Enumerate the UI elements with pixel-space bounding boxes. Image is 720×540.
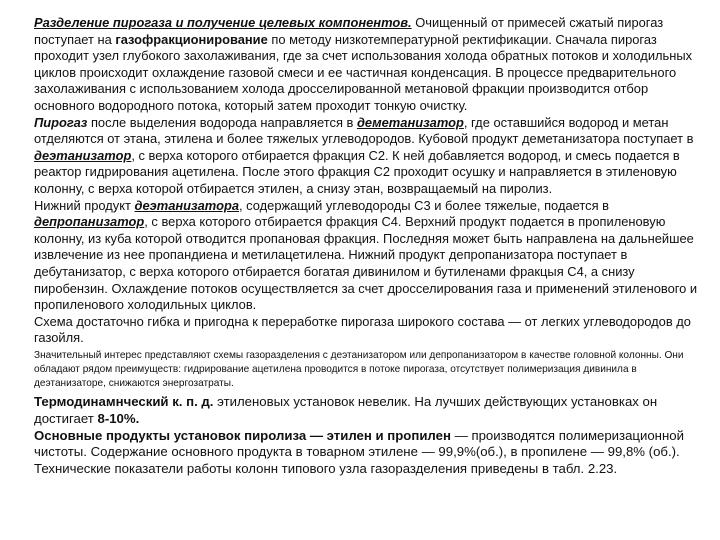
paragraph-text: после выделения водорода направляется в xyxy=(87,114,357,130)
paragraph-text: , содержащий углеводороды С3 и более тяжелые, подается в xyxy=(239,197,609,213)
paragraph-text: Очищенный от примесей сжатый пирогаз поступает на xyxy=(34,15,664,47)
paragraph-text: , с верха которого отбирается фракция С2. К ней добавляется водород, и смесь подается в реактор гидрирования ацетилена. После этого фракция С2 проходит осушку и направляется в этиленовую колонну, с верха которой отбирается этилен, а снизу этан, возвращаемый на пиролиз. xyxy=(34,147,680,196)
term-thermodynamic-efficiency: Термодинамнческий к. п. д. xyxy=(34,393,214,409)
term-demethanizer: деметанизатор xyxy=(356,114,464,130)
document-page xyxy=(34,15,698,478)
paragraph-scheme: Схема достаточно гибка и пригодна к переработке пирогаза широкого состава — от легких углеводородов до газойля. xyxy=(34,313,691,346)
paragraph-pyrogas xyxy=(34,115,698,198)
paragraph-text: этиленовых установок невелик. На лучших действующих установках он достигает xyxy=(34,393,658,426)
term-main-products: Основные продукты установок пиролиза — этилен и пропилен xyxy=(34,427,451,443)
paragraph-text: по методу низкотемпературной ректификации. Сначала пирогаз проходит узел глубокого захолаживания, где за счет использования холода обратных потоков и холодильных циклов происходит охлаждение газовой смеси и ее частичная конденсация. В процессе предварительного захолаживания с использованием холода дросселированной метановой фракции производится отбор основного водородного потока, который затем проходит тонкую очистку. xyxy=(34,31,693,113)
term-depropanizer: депропанизатор xyxy=(34,214,145,230)
paragraph-text: , с верха которого отбирается фракция С4. Верхний продукт подается в пропиленовую колонну, из куба которой отводится пропановая фракция. Последняя может быть направлена на дальнейшее извлечение из нее пропандиена и метилацетилена. Нижний продукт депропанизатора поступает в дебутанизатор, с верха которого отбирается богатая дивинилом и бутиленами фракцыя С4, а снизу пиробензин. Охлаждение потоков осуществляется за счет дросселирования газа и применений этиленового и пропиленового холодильных циклов. xyxy=(34,214,698,313)
paragraph-gas-separation xyxy=(34,15,698,115)
paragraph-text: — производятся полимеризационной чистоты. Содержание основного продукта в товарном этилене — 99,9%(об.), в пропилене — 99,8% (об.). Технические показатели работы колонн типового узла газоразделения приведены в табл. 2.23. xyxy=(34,427,684,477)
efficiency-value: 8-10%. xyxy=(97,410,140,426)
paragraph-text: , где оставшийся водород и метан отделяются от этана, этилена и более тяжелых углеводородов. Кубовой продукт деметанизатора поступает в xyxy=(34,114,694,147)
term-deethanizer: деэтанизатор xyxy=(34,147,132,163)
term-pyrogas: Пирогаз xyxy=(34,114,88,130)
term-gas-separation: Разделение пирогаза и получение целевых компонентов. xyxy=(34,15,412,30)
paragraph-text: Нижний продукт xyxy=(34,197,135,213)
paragraph-efficiency xyxy=(34,394,698,479)
term-deethanizer-2: деэтанизатора xyxy=(134,197,240,213)
paragraph-bottom-product xyxy=(34,198,698,314)
term-gas-fractionation: газофракционирование xyxy=(115,31,268,47)
paragraph-note: Значительный интерес представляют схемы газоразделения с деэтанизатором или депропанизатором в качестве головной колонны. Они обладают рядом преимуществ: гидрирование ацетилена проводится в потоке пирогаза, отсутствует полимеризация дивинила в деэтанизаторе, снижаются энергозатраты. xyxy=(34,349,684,390)
